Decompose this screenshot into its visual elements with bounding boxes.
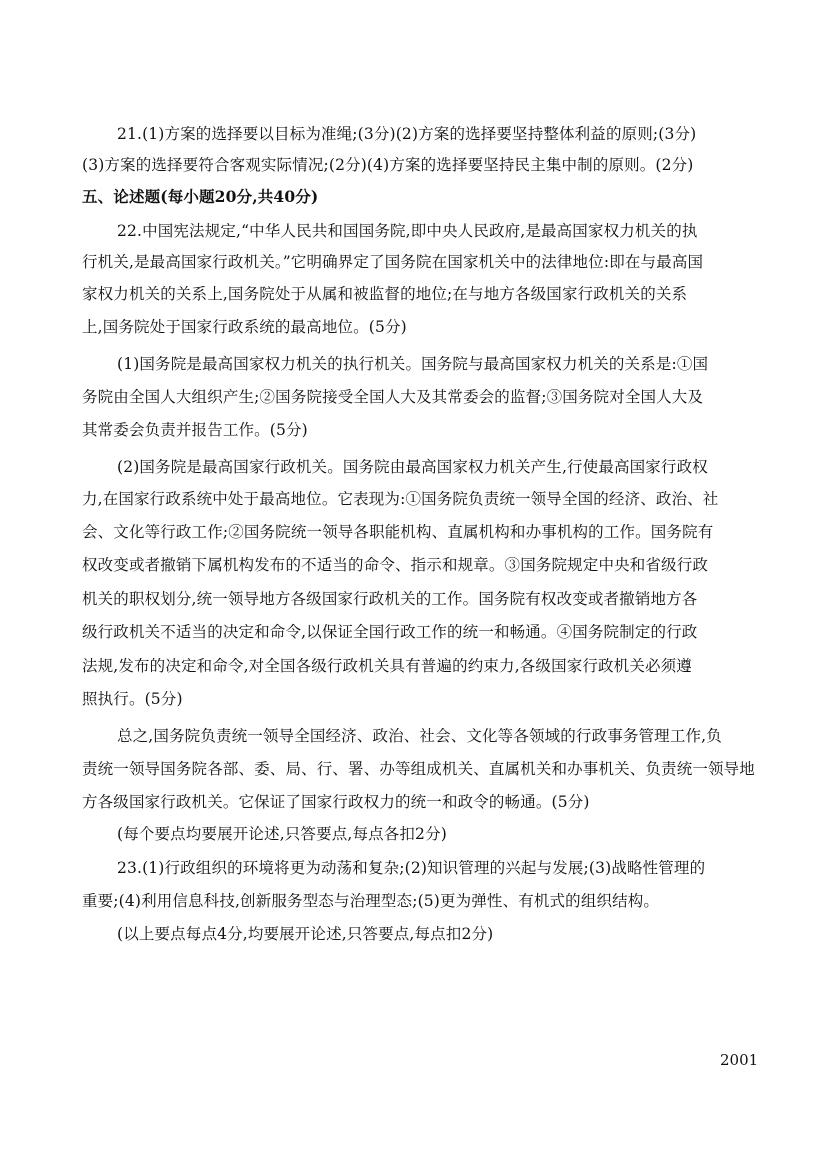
point-2-line-8: 照执行。(5分) — [82, 690, 183, 708]
page-number: 2001 — [720, 1051, 759, 1069]
answer-21-line-2: (3)方案的选择要符合客观实际情况;(2分)(4)方案的选择要坚持民主集中制的原则。(2分) — [82, 156, 694, 174]
answer-22-line-1: 22.中国宪法规定,“中华人民共和国国务院,即中央人民政府,是最高国家权力机关的执 — [117, 222, 698, 240]
point-1-line-1: (1)国务院是最高国家权力机关的执行机关。国务院与最高国家权力机关的关系是:①国 — [117, 355, 709, 373]
point-2-line-4: 权改变或者撤销下属机构发布的不适当的命令、指示和规章。③国务院规定中央和省级行政 — [82, 556, 709, 574]
answer-22-line-3: 家权力机关的关系上,国务院处于从属和被监督的地位;在与地方各级国家行政机关的关系 — [82, 285, 688, 303]
point-1-line-2: 务院由全国人大组织产生;②国务院接受全国人大及其常委会的监督;③国务院对全国人大及 — [82, 388, 704, 406]
answer-21-line-1: 21.(1)方案的选择要以目标为准绳;(3分)(2)方案的选择要坚持整体利益的原则;(3分) — [117, 125, 697, 143]
scoring-note-23: (以上要点每点4分,均要展开论述,只答要点,每点扣2分) — [117, 925, 494, 943]
point-2-line-2: 力,在国家行政系统中处于最高地位。它表现为:①国务院负责统一领导全国的经济、政治、社 — [82, 490, 719, 508]
summary-line-2: 责统一领导国务院各部、委、局、行、署、办等组成机关、直属机关和办事机关、负责统一领导地 — [82, 760, 755, 778]
point-2-line-6: 级行政机关不适当的决定和命令,以保证全国行政工作的统一和畅通。④国务院制定的行政 — [82, 623, 698, 641]
summary-line-1: 总之,国务院负责统一领导全国经济、政治、社会、文化等各领域的行政事务管理工作,负 — [117, 727, 722, 745]
point-2-line-7: 法规,发布的决定和命令,对全国各级行政机关具有普遍的约束力,各级国家行政机关必须遵 — [82, 657, 692, 675]
answer-23-line-2: 重要;(4)利用信息科技,创新服务型态与治理型态;(5)更为弹性、有机式的组织结构。 — [82, 892, 660, 910]
answer-23-line-1: 23.(1)行政组织的环境将更为动荡和复杂;(2)知识管理的兴起与发展;(3)战略性管理的 — [117, 859, 706, 877]
summary-line-3: 方各级国家行政机关。它保证了国家行政权力的统一和政令的畅通。(5分) — [82, 793, 590, 811]
scoring-note-22: (每个要点均要展开论述,只答要点,每点各扣2分) — [117, 825, 447, 843]
point-1-line-3: 其常委会负责并报告工作。(5分) — [82, 421, 308, 439]
point-2-line-3: 会、文化等行政工作;②国务院统一领导各职能机构、直属机构和办事机构的工作。国务院有 — [82, 523, 714, 541]
point-2-line-1: (2)国务院是最高国家行政机关。国务院由最高国家权力机关产生,行使最高国家行政权 — [117, 458, 708, 476]
answer-22-line-4: 上,国务院处于国家行政系统的最高地位。(5分) — [82, 318, 407, 336]
section-heading: 五、论述题(每小题20分,共40分) — [82, 187, 319, 206]
point-2-line-5: 机关的职权划分,统一领导地方各级国家行政机关的工作。国务院有权改变或者撤销地方各 — [82, 590, 698, 608]
answer-22-line-2: 行机关,是最高国家行政机关。”它明确界定了国务院在国家机关中的法律地位:即在与最高国 — [82, 253, 704, 271]
